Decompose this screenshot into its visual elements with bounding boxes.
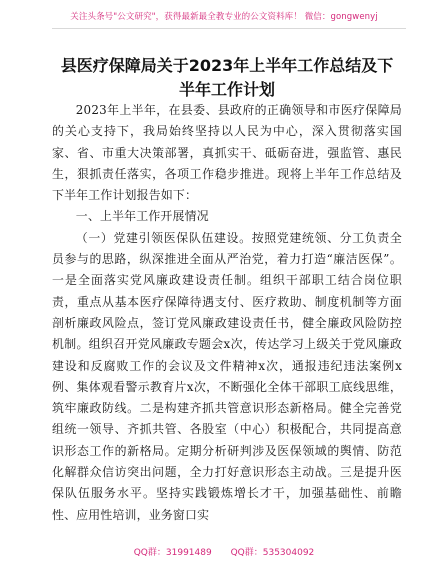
footer-qq-group-1: QQ群：31991489 <box>133 548 212 558</box>
section-paragraph: （一）党建引领医保队伍建设。按照党建统领、分工负责全员参与的思路，纵深推进全面从严治党，着力打造“廉洁医保”。一是全面落实党风廉政建设责任制。组织干部职工结合岗位职责，重点从基本医疗保障待遇支付、医疗救助、制度机制等方面剖析廉政风险点，签订党风廉政建设责任书，健全廉政风险防控机制。组织召开党风廉政专题会x次，传达学习上级关于党风廉政建设和反腐败工作的会议及文件精神x次，通报违纪违法案例x例、集体观看警示教育片x次，不断强化全体干部职工底线思维，筑牢廉政防线。二是构建齐抓共管意识形态新格局。健全完善党组统一领导、齐抓共管、各股室（中心）积极配合，共同提高意识形态工作的新格局。定期分析研判涉及医保领域的舆情、防范化解群众信访突出问题，全力打好意识形态主动战。三是提升医保队伍服务水平。坚持实践锻炼增长才干，加强基础性、前瞻性、应用性培训，业务窗口实 <box>52 230 402 522</box>
footer-contact <box>0 545 448 558</box>
document-title: 县医疗保障局关于2023年上半年工作总结及下半年工作计划 <box>60 56 394 99</box>
section-heading: 一、上半年工作开展情况 <box>75 209 209 224</box>
footer-qq-group-2: QQ群：535304092 <box>230 548 315 558</box>
header-promo-note: 关注头条号"公文研究"，获得最新最全教专业的公文资料库！ 微信：gongwenyj <box>70 12 378 22</box>
document-body <box>52 100 402 526</box>
header-divider <box>52 28 406 29</box>
intro-paragraph: 2023年上半年，在县委、县政府的正确领导和市医疗保障局的关心支持下，我局始终坚持以人民为中心，深入贯彻落实国家、省、市重大决策部署，真抓实干、砥砺奋进，强监管、惠民生，狠抓责任落实，各项工作稳步推进。现将上半年工作总结及下半年工作计划报告如下： <box>52 103 402 203</box>
